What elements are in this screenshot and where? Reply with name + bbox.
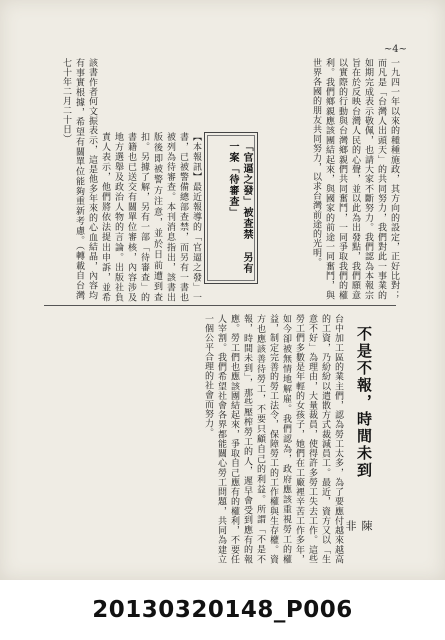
section-divider — [44, 305, 396, 306]
news-headline-box — [204, 132, 258, 284]
catalog-footer — [0, 580, 445, 640]
catalog-id: 20130320148_P006 — [92, 597, 353, 623]
news-article-body: 【本報訊】最近報導的「官逼之發」一書，已被警備總部查禁，而另有一書也被列為待審查。本刊消息指出，該書出版後即被警方注意，並於日前遭到查扣。另據了解，另有一部「待審查」的書籍也已送交有關單位審核，內容涉及地方選舉及政治人物的言論。出版社負責人表示，他們將依法提出申訴，並希 — [100, 132, 201, 302]
essay-body: 台中加工區的業主們，認為勞工太多，為了要應付越來越高的工資，乃紛紛以遣散方式裁減員工。最近，資方又以「生意不好」為理由，大量裁員，使得許多勞工失去工作。這些勞工們多數是年輕的女孩子，她們在工廠裡辛苦工作多年，如今卻被無情地解雇。我們認為，政府應該重視勞工的權益，制定完善的勞工法令，保障勞工的工作權與生存權。資方也應該善待勞工，不要只顧自己的利益。所謂「不是不報，時間未到」，那些壓榨勞工的人，遲早會受到應有的報應。勞工們也應該團結起來，爭取自己應有的權利，不要任人宰割。我們希望社會各界都能關心勞工問題，共同為建立一個公平合理的社會而努力。 — [203, 314, 343, 564]
news-headline: 「官逼之發」被查禁 另有一案「待審查」 — [227, 141, 252, 274]
top-right-article: 一九四一年以來的種種施政，其方向的設定，正好比對；而凡是「台灣人出頭天」的共同努力，我們對此一事業的如期完成表示敬佩，也請大家不斷努力。我們認為本報宗旨在於反映台灣人民的心聲，並以此為出發點，我們願意以實際的行動與台灣鄉親們共同奮鬥，一同爭取我們的權利。我們鄉親應該團結起來，與國家的前途一同奮鬥，與世界各國的朋友共同努力，以求台灣前途的光明。 — [311, 58, 399, 300]
page-number: ~4~ — [383, 44, 407, 55]
essay-title: 不是不報，時間未到 — [355, 326, 373, 479]
news-article-continuation: 該書作者何文振表示，這是他多年來的心血結晶，內容均有事實根據，希望有關單位能夠重新考慮。（轉載自台灣七十年二月二十日） — [61, 58, 97, 300]
essay-author: 陳 非 — [344, 520, 373, 537]
